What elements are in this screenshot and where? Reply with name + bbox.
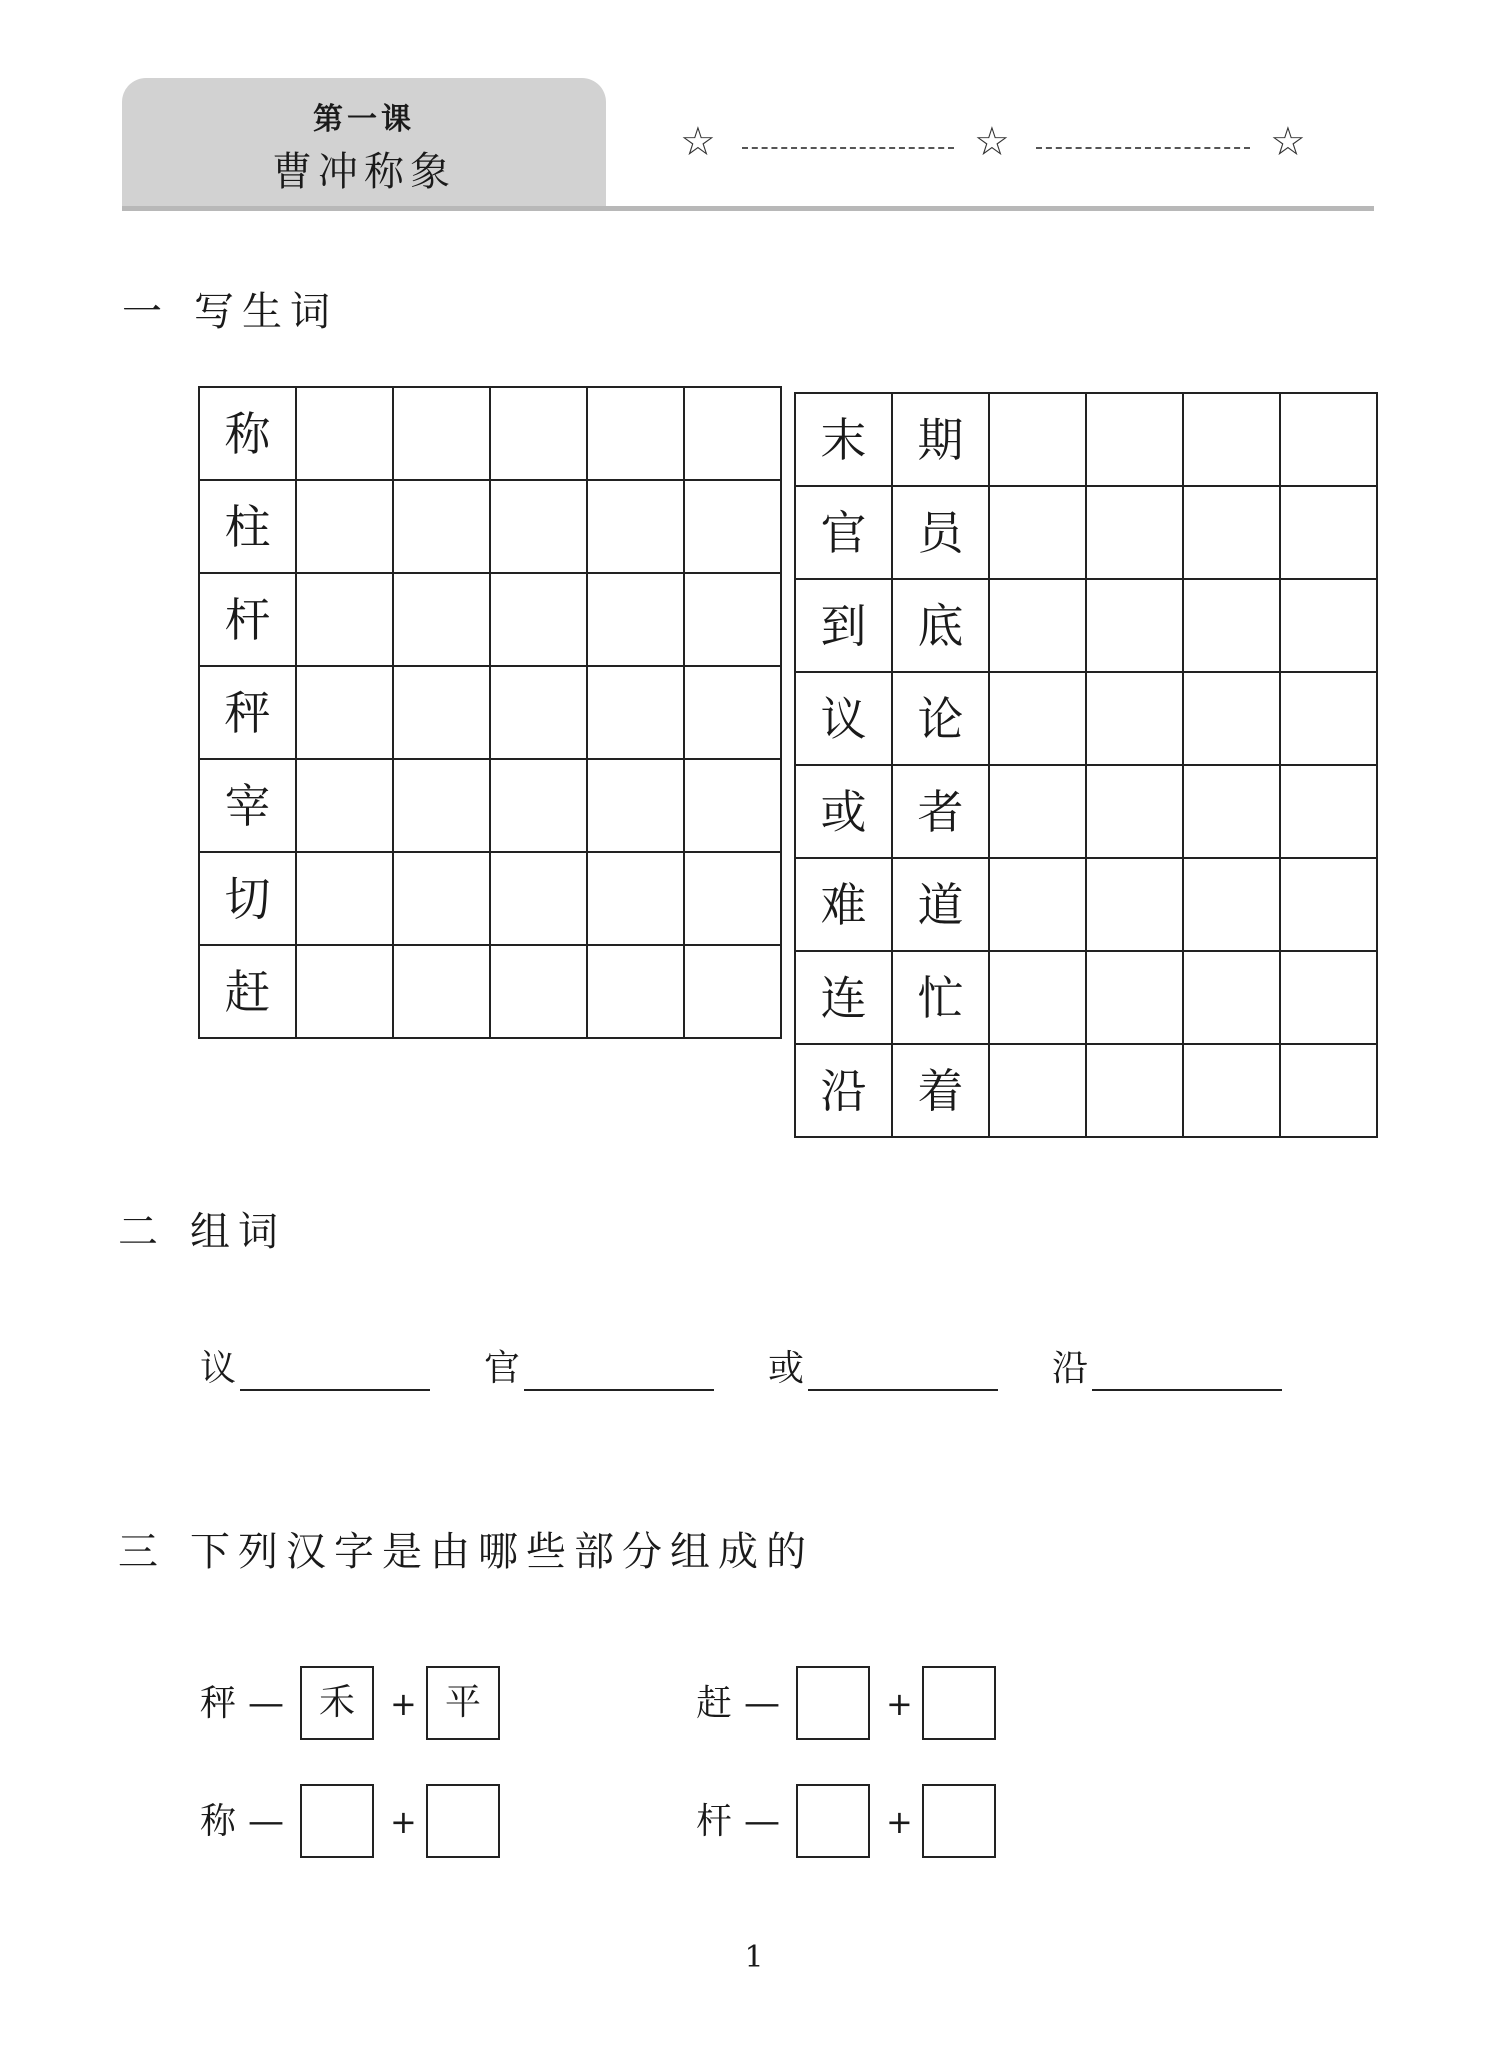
grid-row bbox=[795, 951, 1377, 1044]
decomp-dash: — bbox=[248, 1683, 282, 1724]
practice-cell[interactable] bbox=[1183, 951, 1280, 1044]
word-blank[interactable] bbox=[240, 1353, 430, 1391]
practice-cell[interactable] bbox=[587, 759, 684, 852]
component-box[interactable] bbox=[426, 1784, 500, 1858]
practice-cell[interactable] bbox=[989, 579, 1086, 672]
star-icon: ☆ bbox=[974, 119, 1010, 165]
plus-sign: + bbox=[390, 1803, 417, 1841]
section-title: 组词 bbox=[190, 1209, 286, 1255]
practice-cell[interactable] bbox=[1086, 765, 1183, 858]
word-char: 沿 bbox=[1052, 1348, 1089, 1389]
decomp-char: 赶 bbox=[696, 1683, 733, 1724]
model-char-cell: 忙 bbox=[892, 951, 989, 1044]
practice-cell[interactable] bbox=[684, 573, 781, 666]
model-char-cell: 切 bbox=[199, 852, 296, 945]
model-char-cell: 期 bbox=[892, 393, 989, 486]
decomp-dash: — bbox=[744, 1683, 778, 1724]
model-char-cell: 官 bbox=[795, 486, 892, 579]
practice-cell[interactable] bbox=[587, 480, 684, 573]
writing-grid-left bbox=[198, 386, 782, 1039]
practice-cell[interactable] bbox=[296, 945, 393, 1038]
practice-cell[interactable] bbox=[296, 573, 393, 666]
practice-cell[interactable] bbox=[1086, 858, 1183, 951]
practice-cell[interactable] bbox=[989, 486, 1086, 579]
practice-cell[interactable] bbox=[989, 672, 1086, 765]
component-box[interactable] bbox=[796, 1666, 870, 1740]
practice-cell[interactable] bbox=[296, 852, 393, 945]
section-title: 下列汉字是由哪些部分组成的 bbox=[190, 1529, 814, 1575]
grid-row bbox=[199, 852, 781, 945]
practice-cell[interactable] bbox=[684, 852, 781, 945]
practice-cell[interactable] bbox=[490, 480, 587, 573]
model-char-cell: 赶 bbox=[199, 945, 296, 1038]
grid-row bbox=[199, 945, 781, 1038]
model-char-cell: 秤 bbox=[199, 666, 296, 759]
component-box[interactable] bbox=[300, 1784, 374, 1858]
practice-cell[interactable] bbox=[490, 945, 587, 1038]
model-char-cell: 连 bbox=[795, 951, 892, 1044]
practice-cell[interactable] bbox=[989, 951, 1086, 1044]
practice-cell[interactable] bbox=[1280, 1044, 1377, 1137]
word-char: 或 bbox=[768, 1348, 805, 1389]
practice-cell[interactable] bbox=[1183, 579, 1280, 672]
grid-row bbox=[795, 579, 1377, 672]
dashed-divider bbox=[1036, 147, 1250, 149]
section-number: 三 bbox=[118, 1529, 158, 1575]
practice-cell[interactable] bbox=[1183, 393, 1280, 486]
plus-sign: + bbox=[886, 1685, 913, 1723]
grid-row bbox=[795, 672, 1377, 765]
decomp-char: 称 bbox=[200, 1801, 237, 1842]
practice-cell[interactable] bbox=[1086, 951, 1183, 1044]
practice-cell[interactable] bbox=[1086, 393, 1183, 486]
component-box[interactable] bbox=[922, 1666, 996, 1740]
component-box[interactable]: 禾 bbox=[300, 1666, 374, 1740]
practice-cell[interactable] bbox=[296, 759, 393, 852]
component-box[interactable]: 平 bbox=[426, 1666, 500, 1740]
grid-row bbox=[795, 858, 1377, 951]
lesson-number: 第一课 bbox=[313, 102, 415, 137]
decomp-dash: — bbox=[744, 1801, 778, 1842]
grid-row bbox=[199, 573, 781, 666]
model-char-cell: 末 bbox=[795, 393, 892, 486]
practice-cell[interactable] bbox=[1086, 672, 1183, 765]
practice-cell[interactable] bbox=[1280, 858, 1377, 951]
model-char-cell: 论 bbox=[892, 672, 989, 765]
grid-row bbox=[199, 759, 781, 852]
practice-cell[interactable] bbox=[490, 573, 587, 666]
practice-cell[interactable] bbox=[684, 480, 781, 573]
grid-row bbox=[199, 387, 781, 480]
practice-cell[interactable] bbox=[989, 1044, 1086, 1137]
decomp-dash: — bbox=[248, 1801, 282, 1842]
section-title: 写生词 bbox=[194, 289, 338, 335]
model-char-cell: 到 bbox=[795, 579, 892, 672]
practice-cell[interactable] bbox=[1280, 765, 1377, 858]
model-char-cell: 底 bbox=[892, 579, 989, 672]
component-box[interactable] bbox=[922, 1784, 996, 1858]
practice-cell[interactable] bbox=[1183, 486, 1280, 579]
model-char-cell: 沿 bbox=[795, 1044, 892, 1137]
practice-cell[interactable] bbox=[1086, 579, 1183, 672]
model-char-cell: 或 bbox=[795, 765, 892, 858]
decomp-char: 秤 bbox=[200, 1683, 237, 1724]
star-icon: ☆ bbox=[1270, 119, 1306, 165]
lesson-title: 曹冲称象 bbox=[272, 149, 456, 195]
grid-row bbox=[199, 480, 781, 573]
component-box[interactable] bbox=[796, 1784, 870, 1858]
grid-row bbox=[199, 666, 781, 759]
word-item bbox=[484, 1340, 714, 1391]
practice-cell[interactable] bbox=[296, 480, 393, 573]
practice-cell[interactable] bbox=[296, 666, 393, 759]
practice-cell[interactable] bbox=[393, 480, 490, 573]
grid-row bbox=[795, 486, 1377, 579]
practice-cell[interactable] bbox=[587, 573, 684, 666]
practice-cell[interactable] bbox=[393, 387, 490, 480]
practice-cell[interactable] bbox=[684, 666, 781, 759]
practice-cell[interactable] bbox=[490, 852, 587, 945]
practice-cell[interactable] bbox=[1086, 1044, 1183, 1137]
practice-cell[interactable] bbox=[684, 387, 781, 480]
model-char-cell: 道 bbox=[892, 858, 989, 951]
practice-cell[interactable] bbox=[1183, 765, 1280, 858]
word-item bbox=[1052, 1340, 1282, 1391]
plus-sign: + bbox=[390, 1685, 417, 1723]
model-char-cell: 员 bbox=[892, 486, 989, 579]
practice-cell[interactable] bbox=[989, 858, 1086, 951]
page-number: 1 bbox=[744, 1940, 764, 1975]
word-blank[interactable] bbox=[524, 1353, 714, 1391]
practice-cell[interactable] bbox=[587, 666, 684, 759]
model-char-cell: 着 bbox=[892, 1044, 989, 1137]
plus-sign: + bbox=[886, 1803, 913, 1841]
word-char: 议 bbox=[200, 1348, 237, 1389]
section-1-heading bbox=[122, 280, 338, 337]
practice-cell[interactable] bbox=[393, 759, 490, 852]
model-char-cell: 者 bbox=[892, 765, 989, 858]
dashed-divider bbox=[742, 147, 954, 149]
grid-row bbox=[795, 393, 1377, 486]
practice-cell[interactable] bbox=[1280, 951, 1377, 1044]
word-blank[interactable] bbox=[1092, 1353, 1282, 1391]
practice-cell[interactable] bbox=[296, 387, 393, 480]
practice-cell[interactable] bbox=[393, 852, 490, 945]
word-item bbox=[768, 1340, 998, 1391]
practice-cell[interactable] bbox=[587, 387, 684, 480]
header-rule bbox=[122, 206, 1374, 211]
word-char: 官 bbox=[484, 1348, 521, 1389]
practice-cell[interactable] bbox=[587, 945, 684, 1038]
model-char-cell: 议 bbox=[795, 672, 892, 765]
section-number: 二 bbox=[118, 1209, 158, 1255]
grid-row bbox=[795, 1044, 1377, 1137]
practice-cell[interactable] bbox=[393, 945, 490, 1038]
practice-cell[interactable] bbox=[1280, 393, 1377, 486]
word-blank[interactable] bbox=[808, 1353, 998, 1391]
decomp-char: 杆 bbox=[696, 1801, 733, 1842]
practice-cell[interactable] bbox=[587, 852, 684, 945]
practice-cell[interactable] bbox=[989, 765, 1086, 858]
practice-cell[interactable] bbox=[1280, 486, 1377, 579]
section-3-heading bbox=[118, 1520, 814, 1577]
grid-row bbox=[795, 765, 1377, 858]
lesson-tab bbox=[122, 78, 606, 206]
practice-cell[interactable] bbox=[1280, 672, 1377, 765]
model-char-cell: 称 bbox=[199, 387, 296, 480]
writing-grid-right bbox=[794, 392, 1378, 1138]
word-item bbox=[200, 1340, 430, 1391]
practice-cell[interactable] bbox=[684, 945, 781, 1038]
practice-cell[interactable] bbox=[989, 393, 1086, 486]
model-char-cell: 杆 bbox=[199, 573, 296, 666]
practice-cell[interactable] bbox=[1183, 1044, 1280, 1137]
star-icon: ☆ bbox=[680, 119, 716, 165]
practice-cell[interactable] bbox=[1183, 672, 1280, 765]
practice-cell[interactable] bbox=[393, 666, 490, 759]
practice-cell[interactable] bbox=[1280, 579, 1377, 672]
section-number: 一 bbox=[122, 289, 162, 335]
practice-cell[interactable] bbox=[490, 666, 587, 759]
practice-cell[interactable] bbox=[393, 573, 490, 666]
practice-cell[interactable] bbox=[490, 387, 587, 480]
practice-cell[interactable] bbox=[1086, 486, 1183, 579]
practice-cell[interactable] bbox=[1183, 858, 1280, 951]
practice-cell[interactable] bbox=[490, 759, 587, 852]
model-char-cell: 难 bbox=[795, 858, 892, 951]
practice-cell[interactable] bbox=[684, 759, 781, 852]
model-char-cell: 柱 bbox=[199, 480, 296, 573]
section-2-heading bbox=[118, 1200, 286, 1257]
model-char-cell: 宰 bbox=[199, 759, 296, 852]
